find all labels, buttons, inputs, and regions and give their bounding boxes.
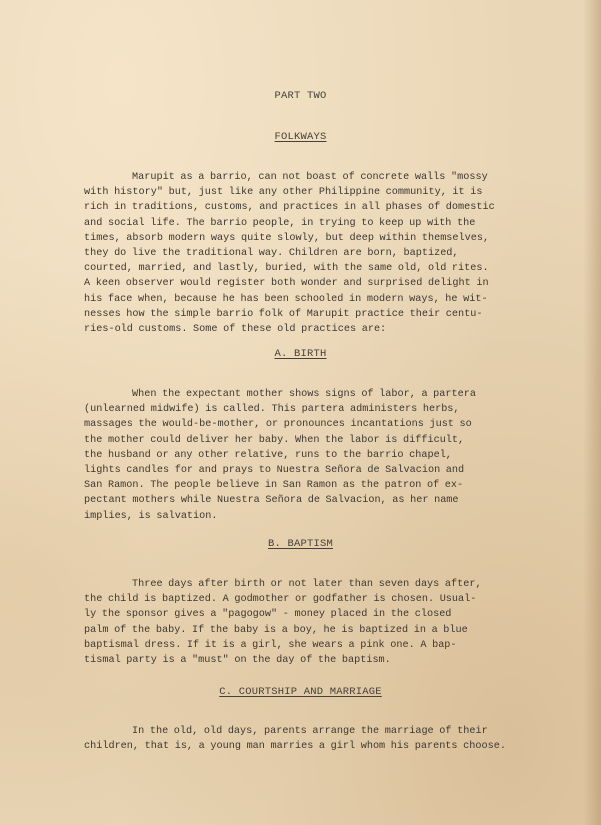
paragraph-line: the mother could deliver her baby. When the labor is difficult, xyxy=(84,434,465,446)
paragraph-line: the child is baptized. A godmother or godfather is chosen. Usual- xyxy=(84,594,477,606)
courtship-paragraph xyxy=(84,724,554,754)
paragraph-line: In the old, old days, parents arrange the marriage of their xyxy=(132,726,488,737)
paragraph-line: children, that is, a young man marries a girl whom his parents choose. xyxy=(84,741,506,753)
paragraph-line: A keen observer would register both wonder and surprised delight in xyxy=(84,278,489,290)
paragraph-line: massages the would-be-mother, or pronounces incantations just so xyxy=(84,419,472,431)
birth-heading-text: A. BIRTH xyxy=(274,348,327,360)
paragraph-line: Three days after birth or not later than seven days after, xyxy=(132,579,482,590)
paragraph-line: (unlearned midwife) is called. This partera administers herbs, xyxy=(84,404,460,416)
paragraph-line: San Ramon. The people believe in San Ramon as the patron of ex- xyxy=(84,480,464,492)
birth-heading xyxy=(0,348,601,360)
paragraph-line: When the expectant mother shows signs of labor, a partera xyxy=(132,389,476,400)
courtship-heading-text: C. COURTSHIP AND MARRIAGE xyxy=(219,686,382,698)
section-title-text: FOLKWAYS xyxy=(274,131,327,143)
section-title xyxy=(0,131,601,143)
paragraph-line: and social life. The barrio people, in trying to keep up with the xyxy=(84,217,476,229)
intro-paragraph xyxy=(84,170,530,337)
paragraph-line: times, absorb modern ways quite slowly, but deep within themselves, xyxy=(84,232,490,244)
paragraph-line: tismal party is a "must" on the day of the baptism. xyxy=(84,655,391,667)
paragraph-line: Marupit as a barrio, can not boast of concrete walls "mossy xyxy=(132,172,488,183)
paragraph-line: courted, married, and lastly, buried, with the same old, old rites. xyxy=(84,263,489,275)
paragraph-line: palm of the baby. If the baby is a boy, he is baptized in a blue xyxy=(84,624,468,636)
baptism-paragraph xyxy=(84,577,530,668)
paragraph-line: pectant mothers while Nuestra Señora de Salvacion, as her name xyxy=(84,495,459,507)
paragraph-line: they do live the traditional way. Children are born, baptized, xyxy=(84,248,459,260)
paragraph-line: his face when, because he has been schooled in modern ways, he wit- xyxy=(84,293,488,305)
paragraph-line: with history" but, just like any other Philippine community, it is xyxy=(84,187,483,199)
baptism-heading-text: B. BAPTISM xyxy=(267,538,333,550)
courtship-heading xyxy=(0,686,601,698)
paragraph-line: the husband or any other relative, runs to the barrio chapel, xyxy=(84,449,452,461)
paragraph-line: rich in traditions, customs, and practices in all phases of domestic xyxy=(84,202,495,214)
part-title: PART TWO xyxy=(274,90,327,102)
paragraph-line: ly the sponsor gives a "pagogow" - money placed in the closed xyxy=(84,609,452,621)
birth-paragraph xyxy=(84,387,530,524)
paragraph-line: baptismal dress. If it is a girl, she wears a pink one. A bap- xyxy=(84,639,457,651)
paragraph-line: nesses how the simple barrio folk of Marupit practice their centu- xyxy=(84,308,483,320)
paragraph-line: ries-old customs. Some of these old practices are: xyxy=(84,324,387,336)
paragraph-line: implies, is salvation. xyxy=(84,510,218,522)
paragraph-line: lights candles for and prays to Nuestra Señora de Salvacion and xyxy=(84,465,465,477)
page-edge-shadow xyxy=(583,0,601,825)
baptism-heading xyxy=(0,538,601,550)
